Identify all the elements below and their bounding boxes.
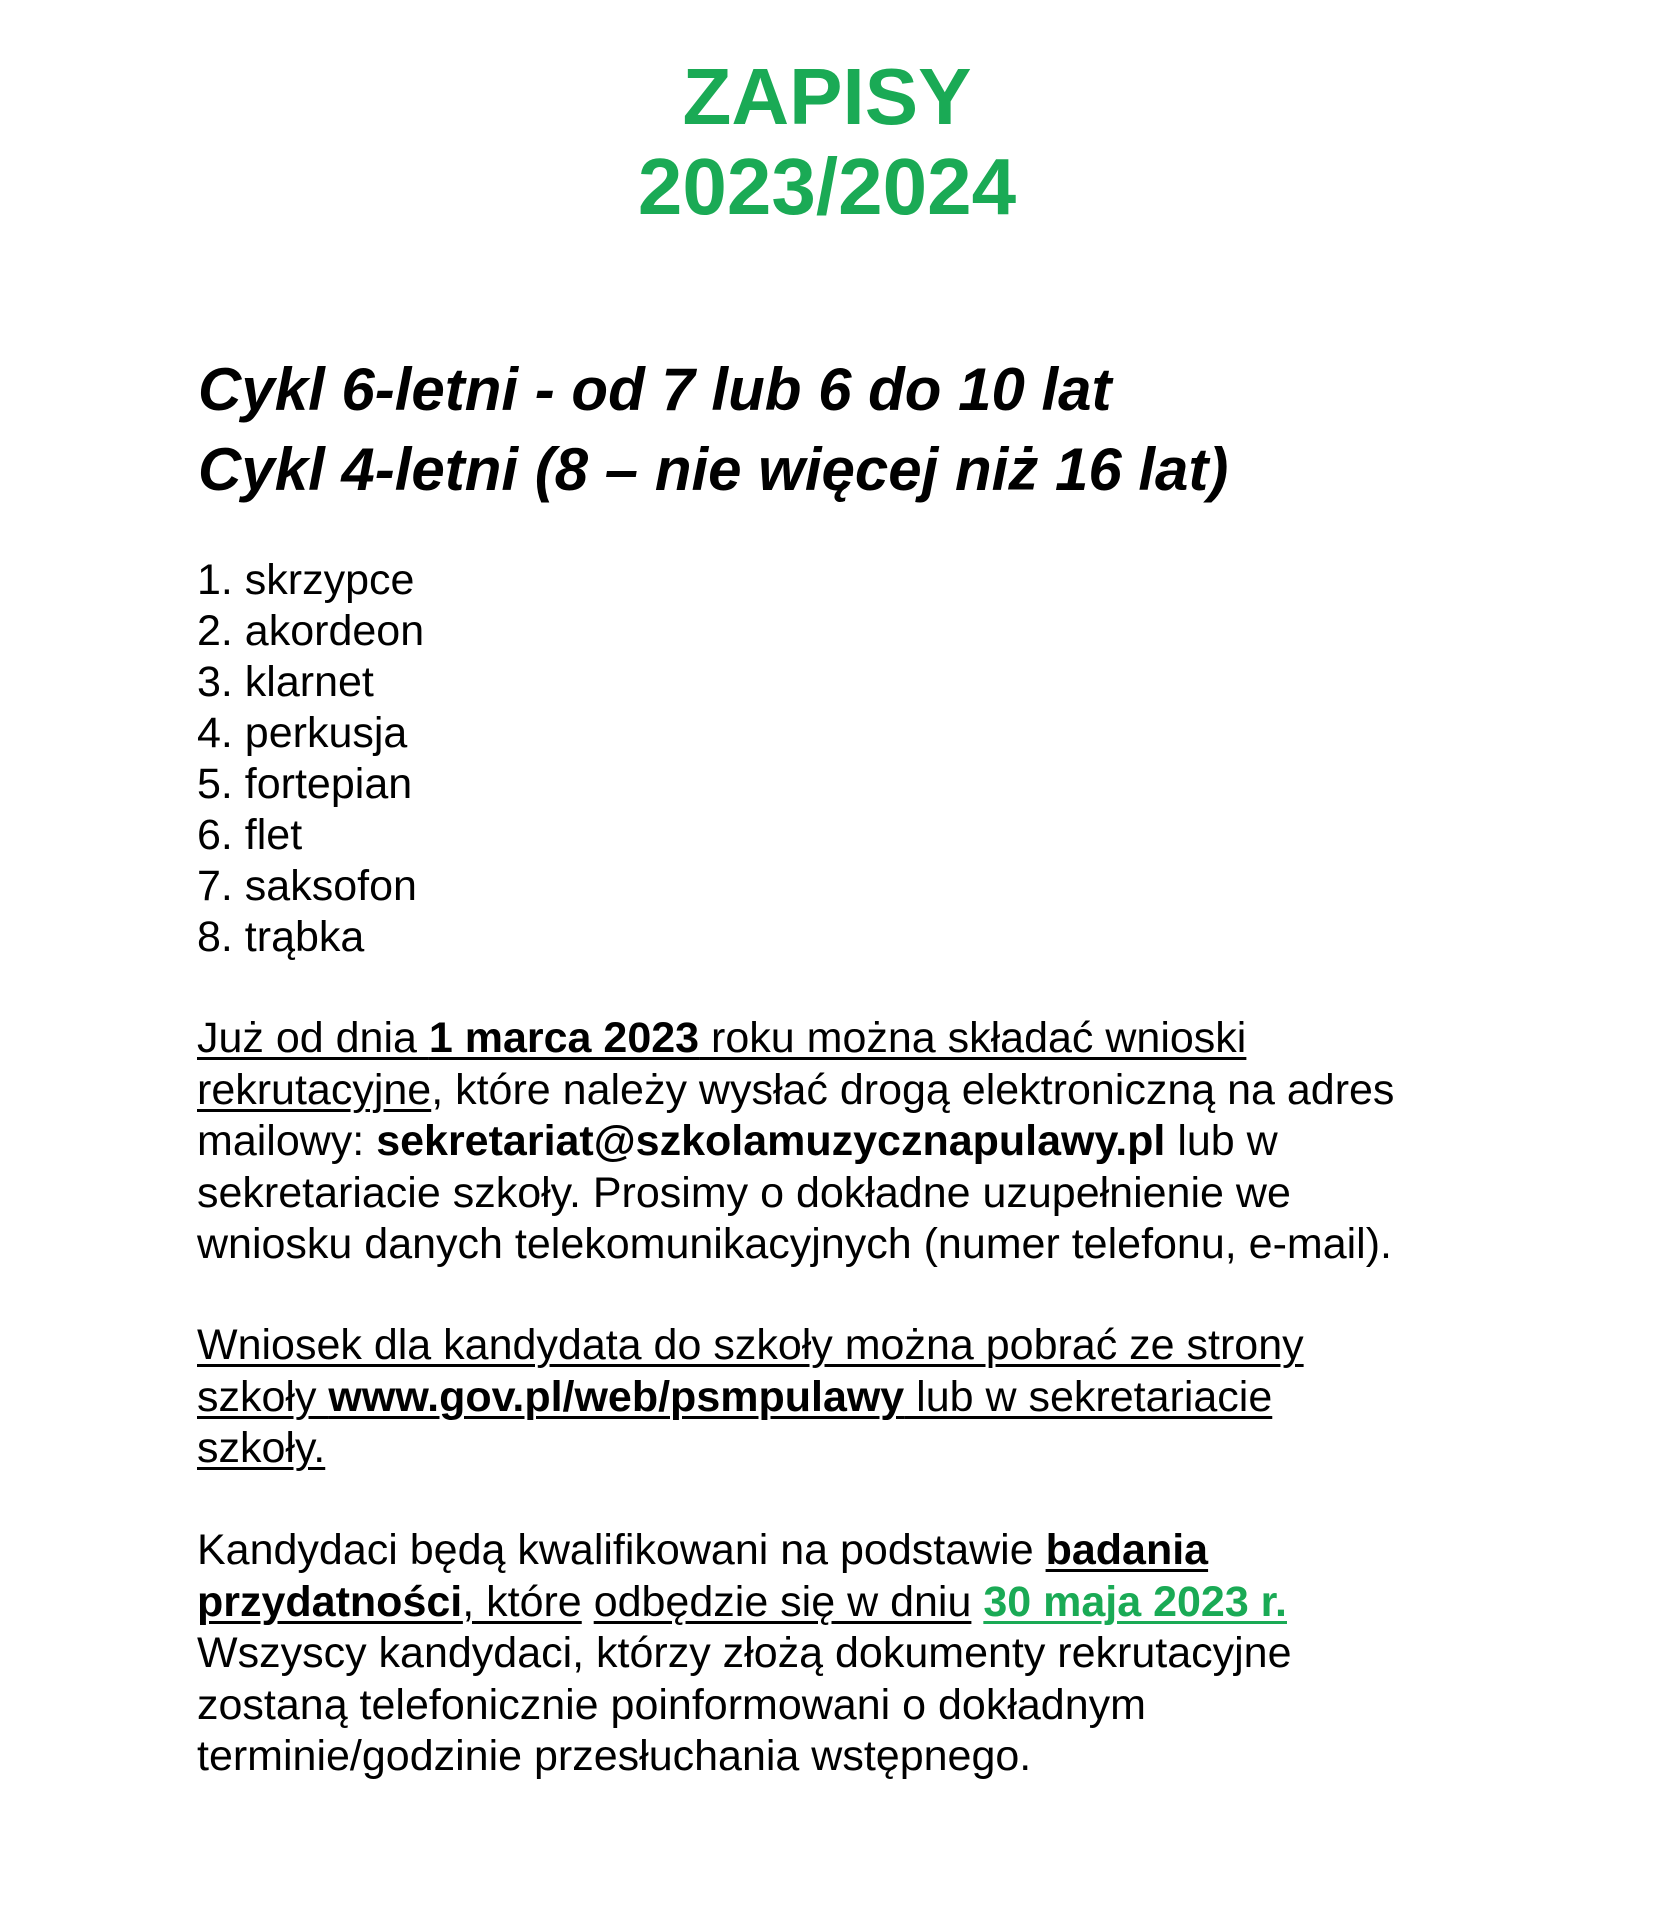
list-item: 8. trąbka <box>197 913 365 961</box>
paragraph-line: wniosku danych telekomunikacyjnych (numer telefonu, e-mail). <box>197 1220 1392 1268</box>
paragraph-line: sekretariacie szkoły. Prosimy o dokładne uzupełnienie we <box>197 1168 1291 1217</box>
audition-date <box>983 1578 1287 1626</box>
text-run: lub w <box>1165 1117 1278 1165</box>
paragraph-line <box>197 1423 1497 1475</box>
underlined-text <box>197 1373 1272 1421</box>
text-run <box>971 1578 983 1626</box>
text-run <box>582 1578 594 1626</box>
paragraph-line <box>197 1525 1497 1577</box>
text-run: mailowy: <box>197 1117 377 1165</box>
text-run: szkoły <box>197 1372 329 1421</box>
underlined-text: odbędzie się w dniu <box>593 1577 972 1626</box>
list-item: 6. flet <box>197 811 303 859</box>
paragraph-line <box>197 1065 1497 1117</box>
text-run: , które należy wysłać drogą elektroniczną na adres <box>431 1065 1395 1114</box>
paragraph-line: terminie/godzinie przesłuchania wstępnego. <box>197 1732 1032 1780</box>
underlined-text: Wniosek dla kandydata do szkoły można pobrać ze strony <box>197 1321 1304 1369</box>
underlined-text <box>197 1014 1246 1062</box>
list-item: 1. skrzypce <box>197 556 415 604</box>
application-dates-paragraph <box>197 1013 1497 1271</box>
start-date: 1 marca 2023 <box>428 1014 700 1062</box>
text-run: Kandydaci będą kwalifikowani na podstawie <box>197 1526 1046 1574</box>
website-link[interactable]: www.gov.pl/web/psmpulawy <box>328 1372 905 1421</box>
underlined-text <box>197 1578 582 1626</box>
page-title-year: 2023/2024 <box>637 142 1017 231</box>
audition-date-text: 30 maja 2023 r. <box>983 1577 1287 1626</box>
email-link[interactable]: sekretariat@szkolamuzycznapulawy.pl <box>376 1117 1166 1165</box>
text-run: , które <box>462 1577 582 1626</box>
paragraph-line <box>197 1577 1497 1629</box>
page-title: ZAPISY <box>682 52 972 141</box>
paragraph-line <box>197 1116 1497 1168</box>
paragraph-line <box>197 1013 1497 1065</box>
instrument-list <box>197 555 424 963</box>
underlined-text: rekrutacyjne <box>197 1065 432 1114</box>
paragraph-line <box>197 1372 1497 1424</box>
text-run: roku można składać wnioski <box>699 1014 1247 1062</box>
list-item: 3. klarnet <box>197 658 374 706</box>
cycle-6-year-heading: Cykl 6-letni - od 7 lub 6 do 10 lat <box>198 356 1112 423</box>
list-item: 5. fortepian <box>197 760 413 808</box>
underlined-text <box>1046 1526 1209 1574</box>
text-run: lub w sekretariacie <box>904 1372 1273 1421</box>
paragraph-line: Wszyscy kandydaci, którzy złożą dokumenty rekrutacyjne <box>197 1629 1292 1677</box>
underlined-text: szkoły. <box>197 1424 326 1472</box>
text-run: Już od dnia <box>197 1014 429 1062</box>
bold-text: przydatności <box>197 1577 463 1626</box>
list-item: 7. saksofon <box>197 862 417 910</box>
form-download-paragraph <box>197 1320 1497 1475</box>
list-item: 2. akordeon <box>197 607 425 655</box>
bold-text: badania <box>1045 1526 1209 1574</box>
paragraph-line: zostaną telefonicznie poinformowani o dokładnym <box>197 1680 1146 1729</box>
cycle-4-year-heading: Cykl 4-letni (8 – nie więcej niż 16 lat) <box>198 436 1229 503</box>
paragraph-line <box>197 1320 1497 1372</box>
qualification-paragraph <box>197 1525 1497 1783</box>
list-item: 4. perkusja <box>197 709 408 757</box>
